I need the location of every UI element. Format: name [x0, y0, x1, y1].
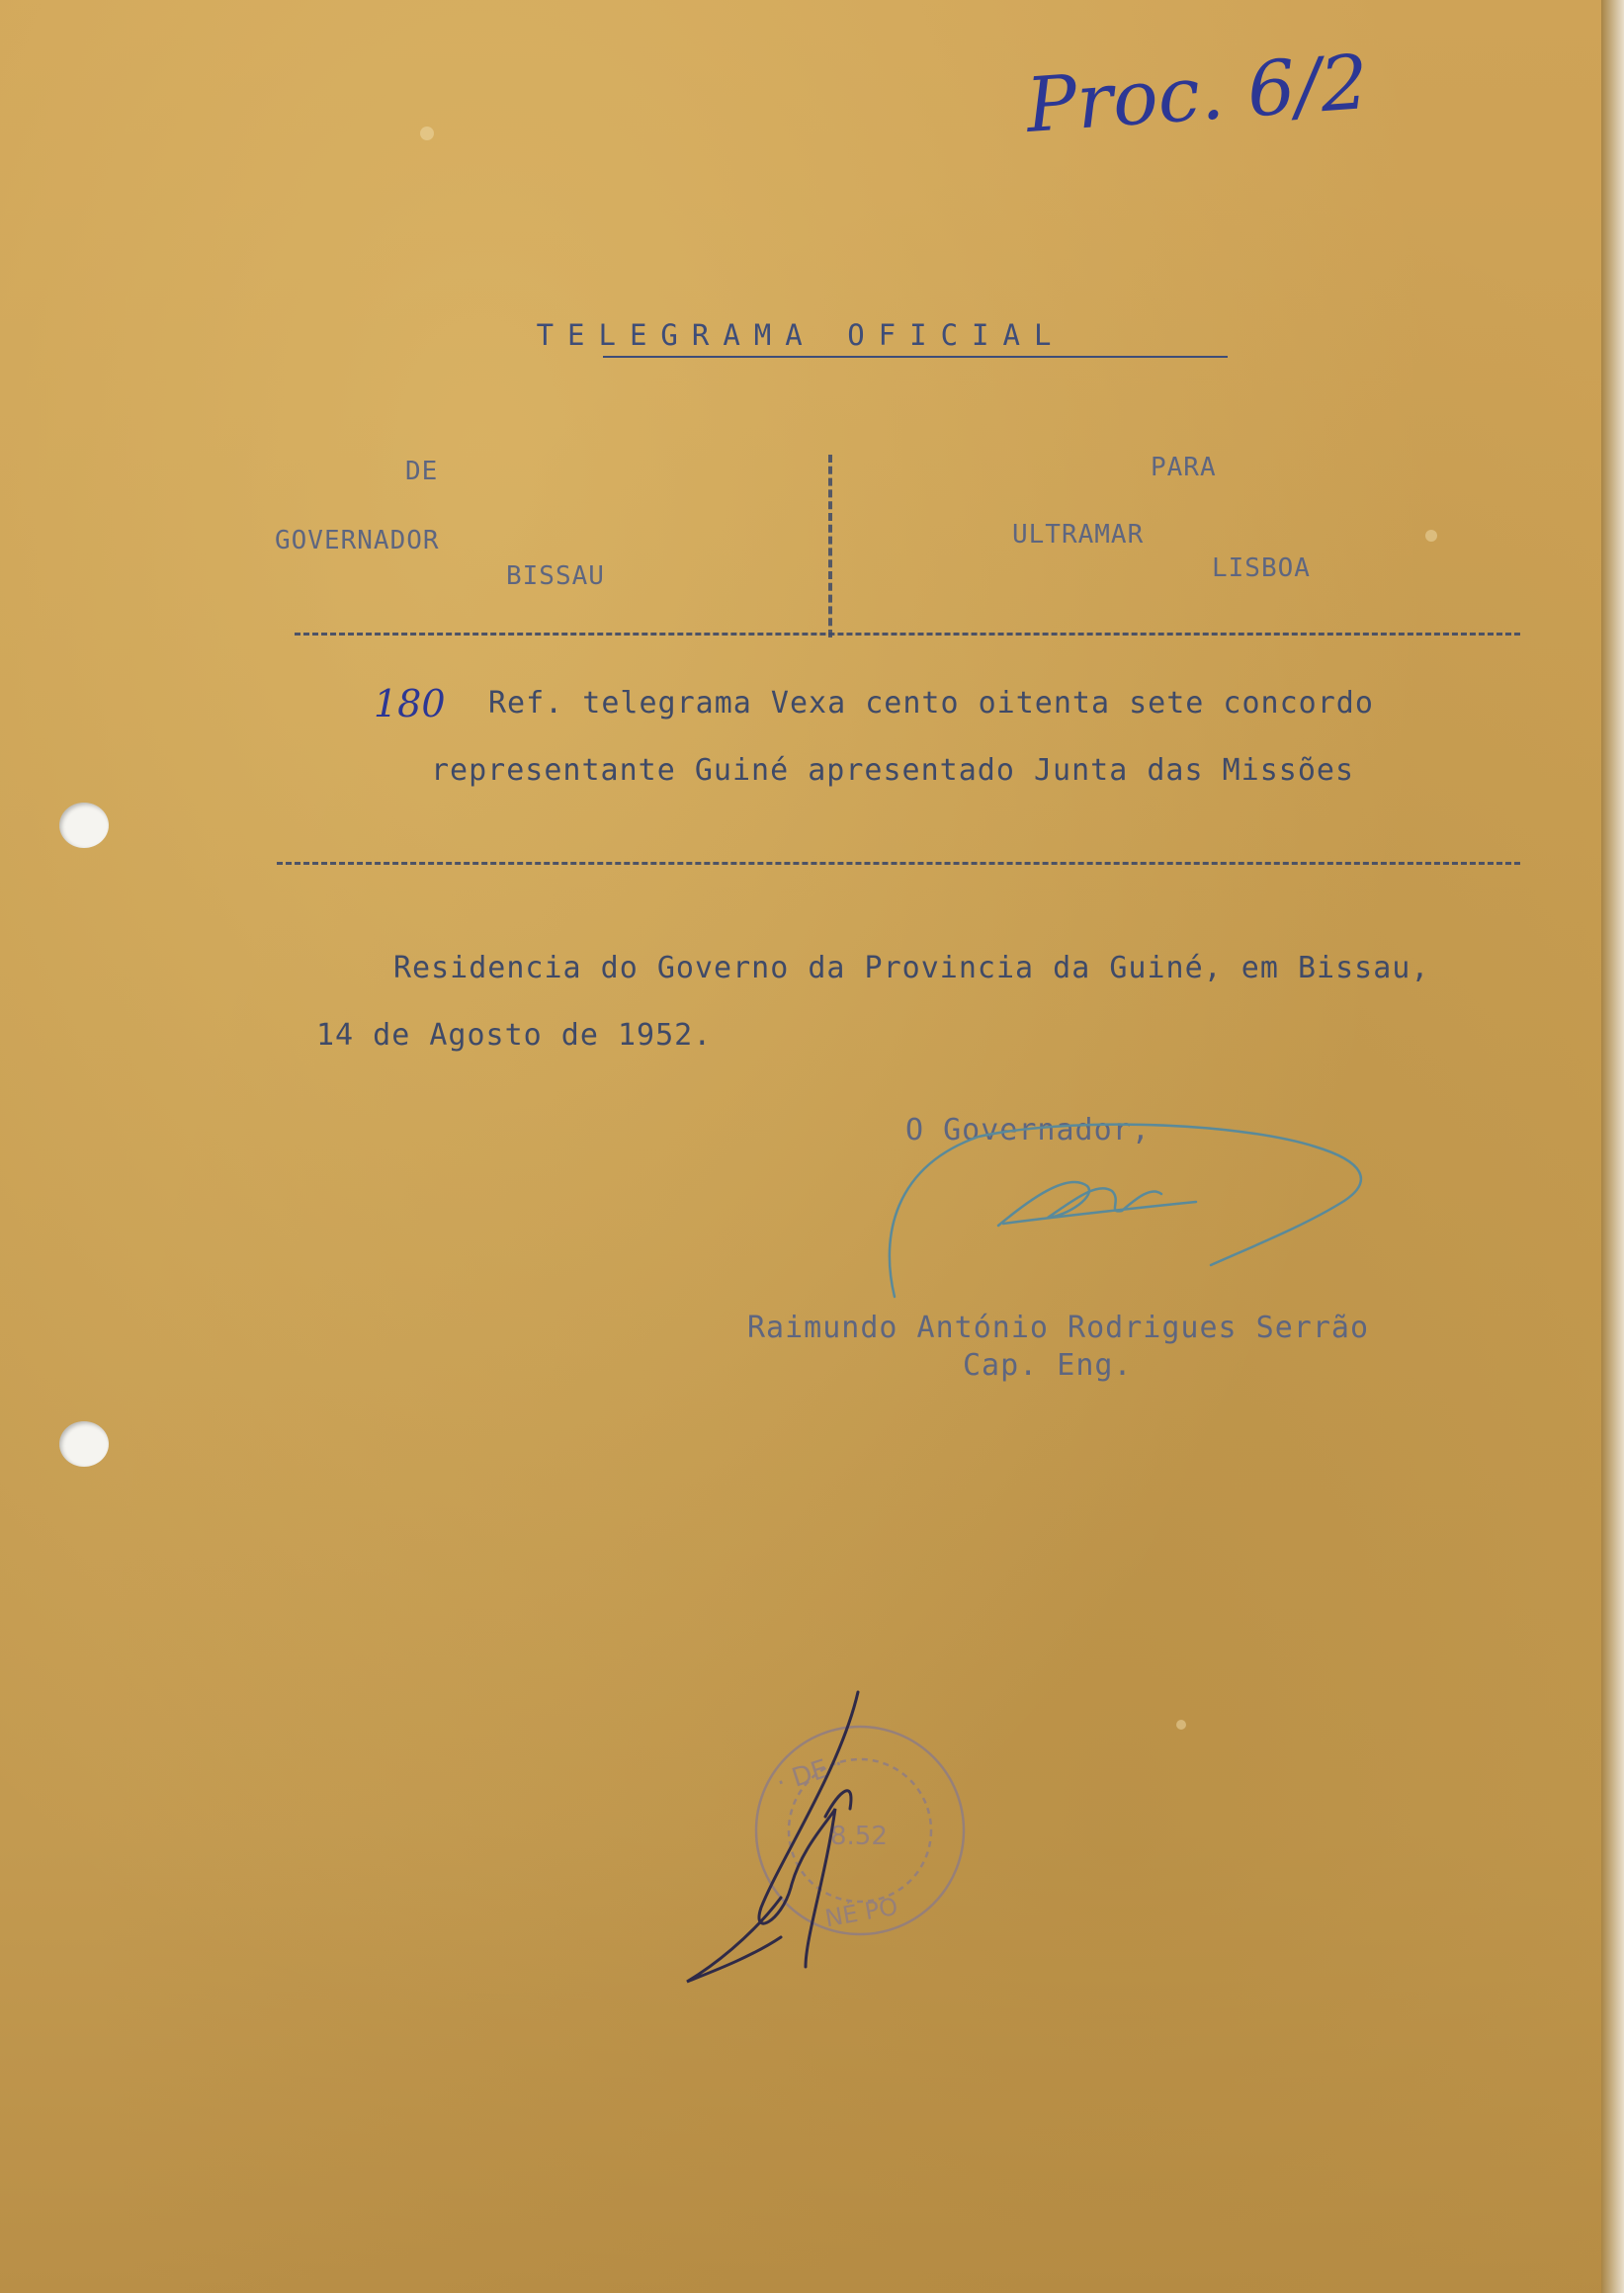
place-line: Residencia do Governo da Provincia da Guiné, em Bissau, [393, 951, 1430, 985]
closing-salutation: O Governador, [905, 1113, 1151, 1147]
signatory-rank: Cap. Eng. [963, 1348, 1133, 1383]
document-title: TELEGRAMA OFICIAL [536, 318, 1066, 352]
from-place: BISSAU [506, 561, 605, 591]
svg-text:· DE ·: · DE · [772, 1748, 848, 1799]
message-line-2: representante Guiné apresentado Junta das Missões [431, 753, 1355, 788]
from-header: DE [405, 457, 439, 486]
signatory-name: Raimundo António Rodrigues Serrão [747, 1311, 1370, 1345]
scan-edge [1601, 0, 1624, 2293]
to-header: PARA [1151, 453, 1217, 482]
handwritten-message-number: 180 [374, 682, 446, 725]
stamp-seal [756, 1727, 964, 1934]
handwritten-file-note: Proc. 6/2 [1023, 38, 1372, 149]
to-recipient: ULTRAMAR [1012, 520, 1145, 550]
governor-signature [890, 1125, 1361, 1297]
message-line-1: Ref. telegrama Vexa cento oitenta sete concordo [488, 686, 1374, 721]
date-line: 14 de Agosto de 1952. [316, 1018, 713, 1053]
svg-text:8.52: 8.52 [830, 1822, 888, 1851]
to-place: LISBOA [1212, 553, 1311, 583]
svg-text:NÉ PO: NÉ PO [822, 1892, 900, 1933]
from-sender: GOVERNADOR [275, 526, 440, 555]
